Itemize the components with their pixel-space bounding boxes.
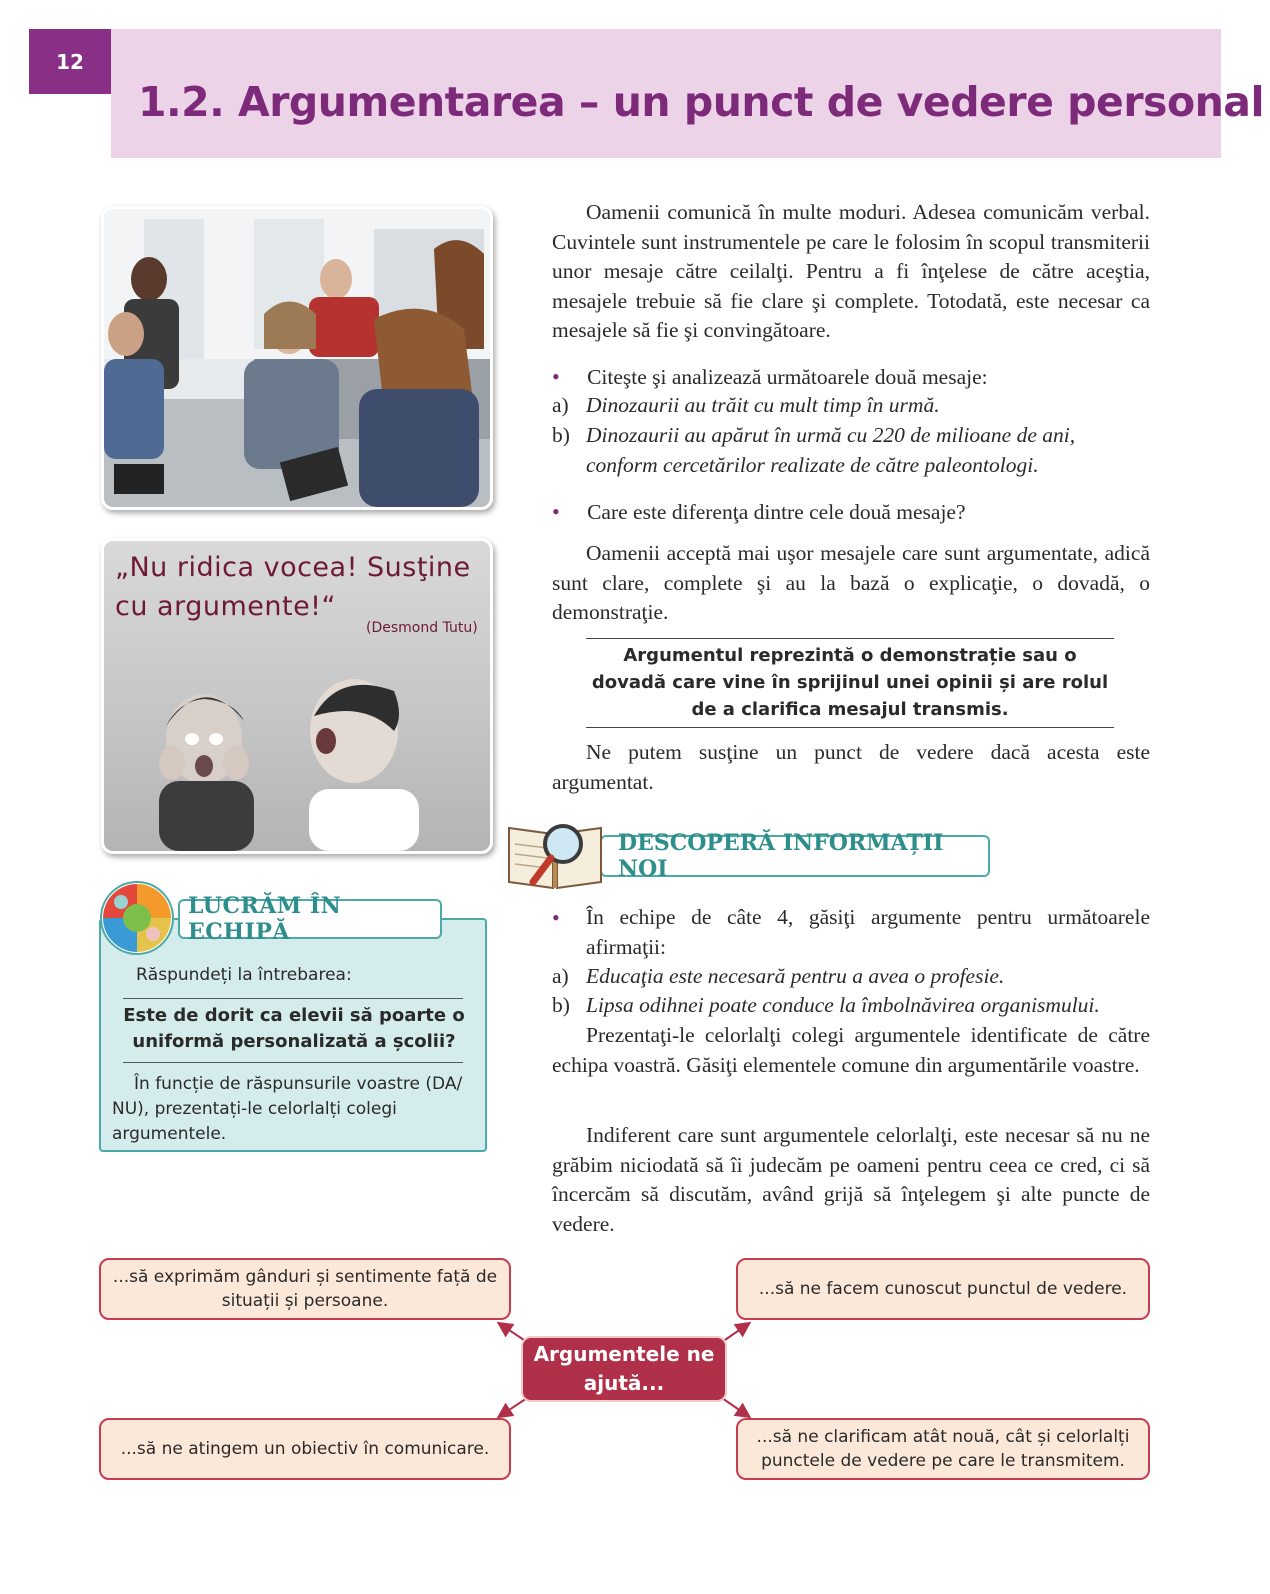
team-divider-top <box>123 998 463 999</box>
mindmap-bottom-right: ...să ne clarificam atât nouă, cât și celorlalți punctele de vedere pe care le transmitem. <box>736 1418 1150 1480</box>
message-b-text: Dinozaurii au apărut în urmă cu 220 de milioane de ani, conform cercetărilor realizate de către paleontologi. <box>586 423 1076 477</box>
intro-paragraph: Oamenii comunică în multe moduri. Adesea comunicăm verbal. Cuvintele sunt instrumentele pe care le folosim în scopul transmiterii unor mesaje către ceilalţi. Pentru a fi înţelese de către aceştia, mesajele trebuie să fie clare şi complete. Totodată, este necesar ca mesajele să fie şi convingătoare. <box>552 200 1150 342</box>
message-a-label: a) <box>552 393 569 417</box>
definition-line-bottom <box>586 727 1114 728</box>
definition-line-top <box>586 638 1114 639</box>
bullet-difference-text: Care este diferenţa dintre cele două mesaje? <box>587 500 966 524</box>
argument-definition: Argumentul reprezintă o demonstrație sau o dovadă care vine în sprijinul unei opinii și are rolul de a clarifica mesajul transmis. <box>591 645 1109 720</box>
support-paragraph: Ne putem susţine un punct de vedere dacă acesta este argumentat. <box>552 740 1150 794</box>
mindmap-top-right: ...să ne facem cunoscut punctul de vedere. <box>736 1258 1150 1320</box>
message-a <box>552 391 1150 421</box>
mindmap-top-left: ...să exprimăm gânduri și sentimente față de situații și persoane. <box>99 1258 511 1320</box>
bullet-teams-text: În echipe de câte 4, găsiţi argumente pentru următoarele afirmaţii: <box>586 905 1150 959</box>
team-divider-bottom <box>123 1062 463 1063</box>
claim-a-text: Educaţia este necesară pentru a avea o profesie. <box>586 964 1005 988</box>
bullet-analyze <box>552 362 1150 393</box>
bullet-dot: • <box>552 499 560 524</box>
claim-b-label: b) <box>552 993 570 1017</box>
team-work-heading: LUCRĂM ÎN ECHIPĂ <box>178 899 442 939</box>
quote-author: (Desmond Tutu) <box>366 620 478 636</box>
puzzle-globe-icon <box>99 880 175 956</box>
mindmap-bottom-left: ...să ne atingem un obiectiv în comunicare. <box>99 1418 511 1480</box>
quote-text: „Nu ridica vocea! Susţine cu argumente!“ <box>115 552 471 622</box>
message-a-text: Dinozaurii au trăit cu mult timp în urmă. <box>586 393 940 417</box>
claim-b <box>552 991 1150 1021</box>
accept-paragraph: Oamenii acceptă mai uşor mesajele care sunt argumentate, adică sunt clare, complete şi au la bază o explicaţie, o dovadă, o demonstraţie. <box>552 541 1150 624</box>
present-paragraph: Prezentaţi-le celorlalţi colegi argumentele identificate de către echipa voastră. Găsiţi elementele comune din argumentările voastre. <box>552 1023 1150 1077</box>
message-b-label: b) <box>552 423 570 447</box>
mindmap-center: Argumentele ne ajută... <box>521 1336 727 1402</box>
claim-b-text: Lipsa odihnei poate conduce la îmbolnăvirea organismului. <box>586 993 1100 1017</box>
closing-paragraph: Indiferent care sunt argumentele celorlalţi, este necesar să nu ne grăbim niciodată să îi judecăm pe oameni pentru ceea ce cred, ci să încercăm să discutăm, având grijă să înţelegem şi alte puncte de vedere. <box>552 1123 1150 1236</box>
message-b <box>552 421 1150 477</box>
bullet-analyze-text: Citeşte şi analizează următoarele două mesaje: <box>587 365 988 389</box>
group-discussion-photo <box>101 206 493 510</box>
bullet-dot: • <box>552 364 560 389</box>
page-number: 12 <box>29 29 111 94</box>
page-title: 1.2. Argumentarea – un punct de vedere personal <box>138 78 1265 126</box>
bullet-dot: • <box>552 905 560 930</box>
team-question: Este de dorit ca elevii să poarte o uniformă personalizată a școlii? <box>123 1005 465 1052</box>
discover-heading: DESCOPERĂ INFORMAȚII NOI <box>600 835 990 877</box>
book-magnifier-icon <box>505 814 605 892</box>
team-instruction: Răspundeți la întrebarea: <box>136 965 352 985</box>
claim-a <box>552 962 1150 992</box>
claim-a-label: a) <box>552 964 569 988</box>
team-followup: În funcție de răspunsurile voastre (DA/ NU), prezentați-le celorlalți colegi argumentele. <box>112 1074 463 1144</box>
bullet-difference <box>552 497 1150 528</box>
